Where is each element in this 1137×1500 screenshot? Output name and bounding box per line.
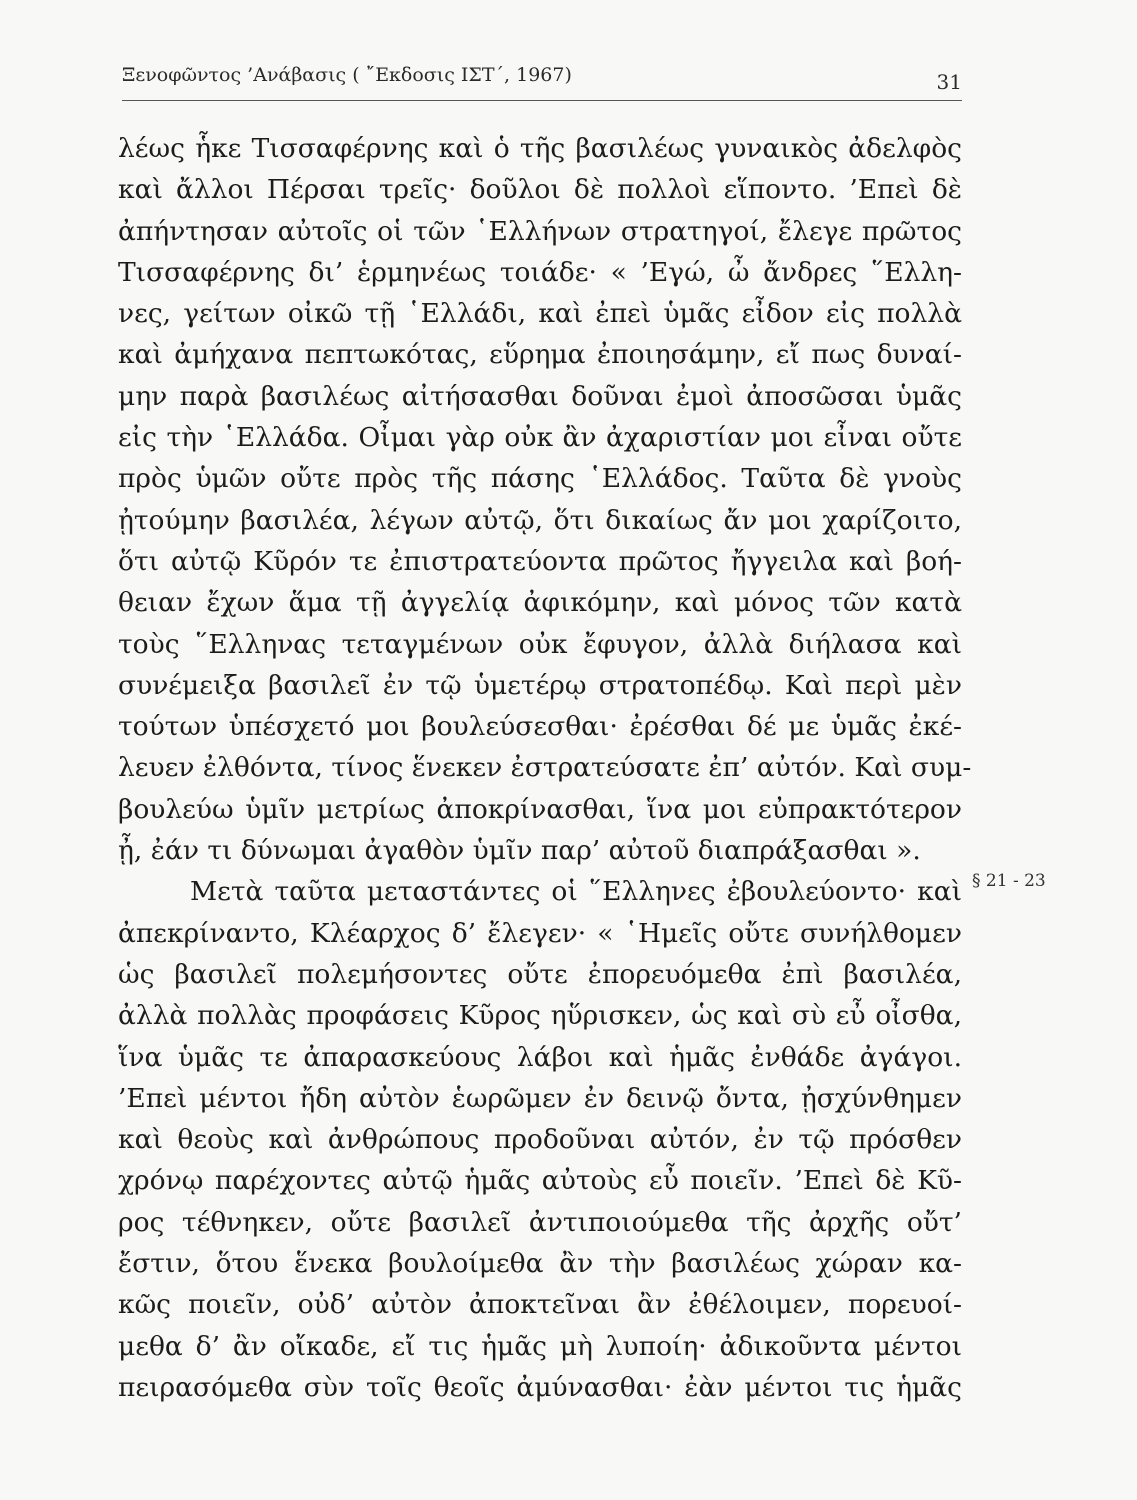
text-line: τοὺς ῞Ελληνας τεταγμένων οὐκ ἔφυγον, ἀλλὰ διήλασα καὶ	[118, 628, 962, 660]
header-rule	[122, 100, 962, 101]
text-line: μην παρὰ βασιλέως αἰτήσασθαι δοῦναι ἐμοὶ ἀποσῶσαι ὑμᾶς	[118, 380, 962, 412]
text-line: ἀλλὰ πολλὰς προφάσεις Κῦρος ηὕρισκεν, ὡς καὶ σὺ εὖ οἶσθα,	[118, 1000, 962, 1032]
text-line: λευεν ἐλθόντα, τίνος ἕνεκεν ἐστρατεύσατε ἐπ’ αὐτόν. Καὶ συμ-	[118, 752, 972, 784]
text-line: θειαν ἔχων ἅμα τῇ ἀγγελίᾳ ἀφικόμην, καὶ μόνος τῶν κατὰ	[118, 587, 962, 619]
text-line: εἰς τὴν ῾Ελλάδα. Οἶμαι γὰρ οὐκ ἂν ἀχαριστίαν μοι εἶναι οὔτε	[118, 422, 962, 454]
text-line: καὶ θεοὺς καὶ ἀνθρώπους προδοῦναι αὐτόν, ἐν τῷ πρόσθεν	[118, 1124, 962, 1156]
text-line: νες, γείτων οἰκῶ τῇ ῾Ελλάδι, καὶ ἐπεὶ ὑμᾶς εἶδον εἰς πολλὰ	[118, 298, 962, 330]
body-text	[118, 128, 972, 1408]
text-line: λέως ἧκε Τισσαφέρνης καὶ ὁ τῆς βασιλέως γυναικὸς ἀδελφὸς	[118, 133, 962, 164]
text-line: ὅτι αὐτῷ Κῦρόν τε ἐπιστρατεύοντα πρῶτος ἤγγειλα καὶ βοή-	[118, 545, 962, 577]
text-line: Τισσαφέρνης δι’ ἑρμηνέως τοιάδε· « ’Εγώ, ὦ ἄνδρες ῞Ελλη-	[118, 256, 962, 288]
running-title: Ξενοφῶντος ’Ανάβασις ( ῎Εκδοσις ΙΣΤ΄, 1967)	[122, 64, 572, 86]
text-line: κῶς ποιεῖν, οὐδ’ αὐτὸν ἀποκτεῖναι ἂν ἐθέλοιμεν, πορευοί-	[118, 1289, 962, 1321]
text-line: τούτων ὑπέσχετό μοι βουλεύσεσθαι· ἐρέσθαι δέ με ὑμᾶς ἐκέ-	[118, 711, 962, 743]
text-line: ἔστιν, ὅτου ἕνεκα βουλοίμεθα ἂν τὴν βασιλέως χώραν κα-	[118, 1248, 962, 1280]
text-line: πειρασόμεθα σὺν τοῖς θεοῖς ἀμύνασθαι· ἐὰν μέντοι τις ἡμᾶς	[118, 1371, 962, 1403]
text-line: ᾖ, ἐάν τι δύνωμαι ἀγαθὸν ὑμῖν παρ’ αὐτοῦ διαπράξασθαι ».	[118, 835, 921, 867]
text-line: ὡς βασιλεῖ πολεμήσοντες οὔτε ἐπορευόμεθα ἐπὶ βασιλέα,	[118, 958, 962, 990]
text-line: συνέμειξα βασιλεῖ ἐν τῷ ὑμετέρῳ στρατοπέδῳ. Καὶ περὶ μὲν	[118, 669, 962, 701]
text-line: πρὸς ὑμῶν οὔτε πρὸς τῆς πάσης ῾Ελλάδος. Ταῦτα δὲ γνοὺς	[118, 463, 962, 495]
text-line: ᾐτούμην βασιλέα, λέγων αὐτῷ, ὅτι δικαίως ἄν μοι χαρίζοιτο,	[118, 504, 962, 536]
running-head	[122, 62, 962, 96]
text-line: βουλεύω ὑμῖν μετρίως ἀποκρίνασθαι, ἵνα μοι εὐπρακτότερον	[118, 793, 962, 825]
section-reference: § 21 - 23	[972, 871, 1046, 891]
text-line: ’Επεὶ μέντοι ἤδη αὐτὸν ἑωρῶμεν ἐν δεινῷ ὄντα, ᾐσχύνθημεν	[118, 1082, 962, 1114]
text-line: χρόνῳ παρέχοντες αὐτῷ ἡμᾶς αὐτοὺς εὖ ποιεῖν. ’Επεὶ δὲ Κῦ-	[118, 1165, 962, 1197]
text-line: ἀπήντησαν αὐτοῖς οἱ τῶν ῾Ελλήνων στρατηγοί, ἔλεγε πρῶτος	[118, 215, 962, 247]
text-line: καὶ ἀμήχανα πεπτωκότας, εὕρημα ἐποιησάμην, εἴ πως δυναί-	[118, 339, 962, 371]
text-line: μεθα δ’ ἂν οἴκαδε, εἴ τις ἡμᾶς μὴ λυποίη· ἀδικοῦντα μέντοι	[118, 1330, 962, 1362]
page-number: 31	[936, 70, 962, 94]
text-line: ἀπεκρίναντο, Κλέαρχος δ’ ἔλεγεν· « ῾Ημεῖς οὔτε συνήλθομεν	[118, 917, 962, 949]
text-line: ρος τέθνηκεν, οὔτε βασιλεῖ ἀντιποιούμεθα τῆς ἀρχῆς οὔτ’	[118, 1206, 962, 1238]
text-line: καὶ ἄλλοι Πέρσαι τρεῖς· δοῦλοι δὲ πολλοὶ εἵποντο. ’Επεὶ δὲ	[118, 174, 962, 206]
text-line: ἵνα ὑμᾶς τε ἀπαρασκεύους λάβοι καὶ ἡμᾶς ἐνθάδε ἀγάγοι.	[118, 1041, 962, 1073]
paragraph-start-line: Μετὰ ταῦτα μεταστάντες οἱ ῞Ελληνες ἐβουλεύοντο· καὶ	[190, 876, 962, 908]
